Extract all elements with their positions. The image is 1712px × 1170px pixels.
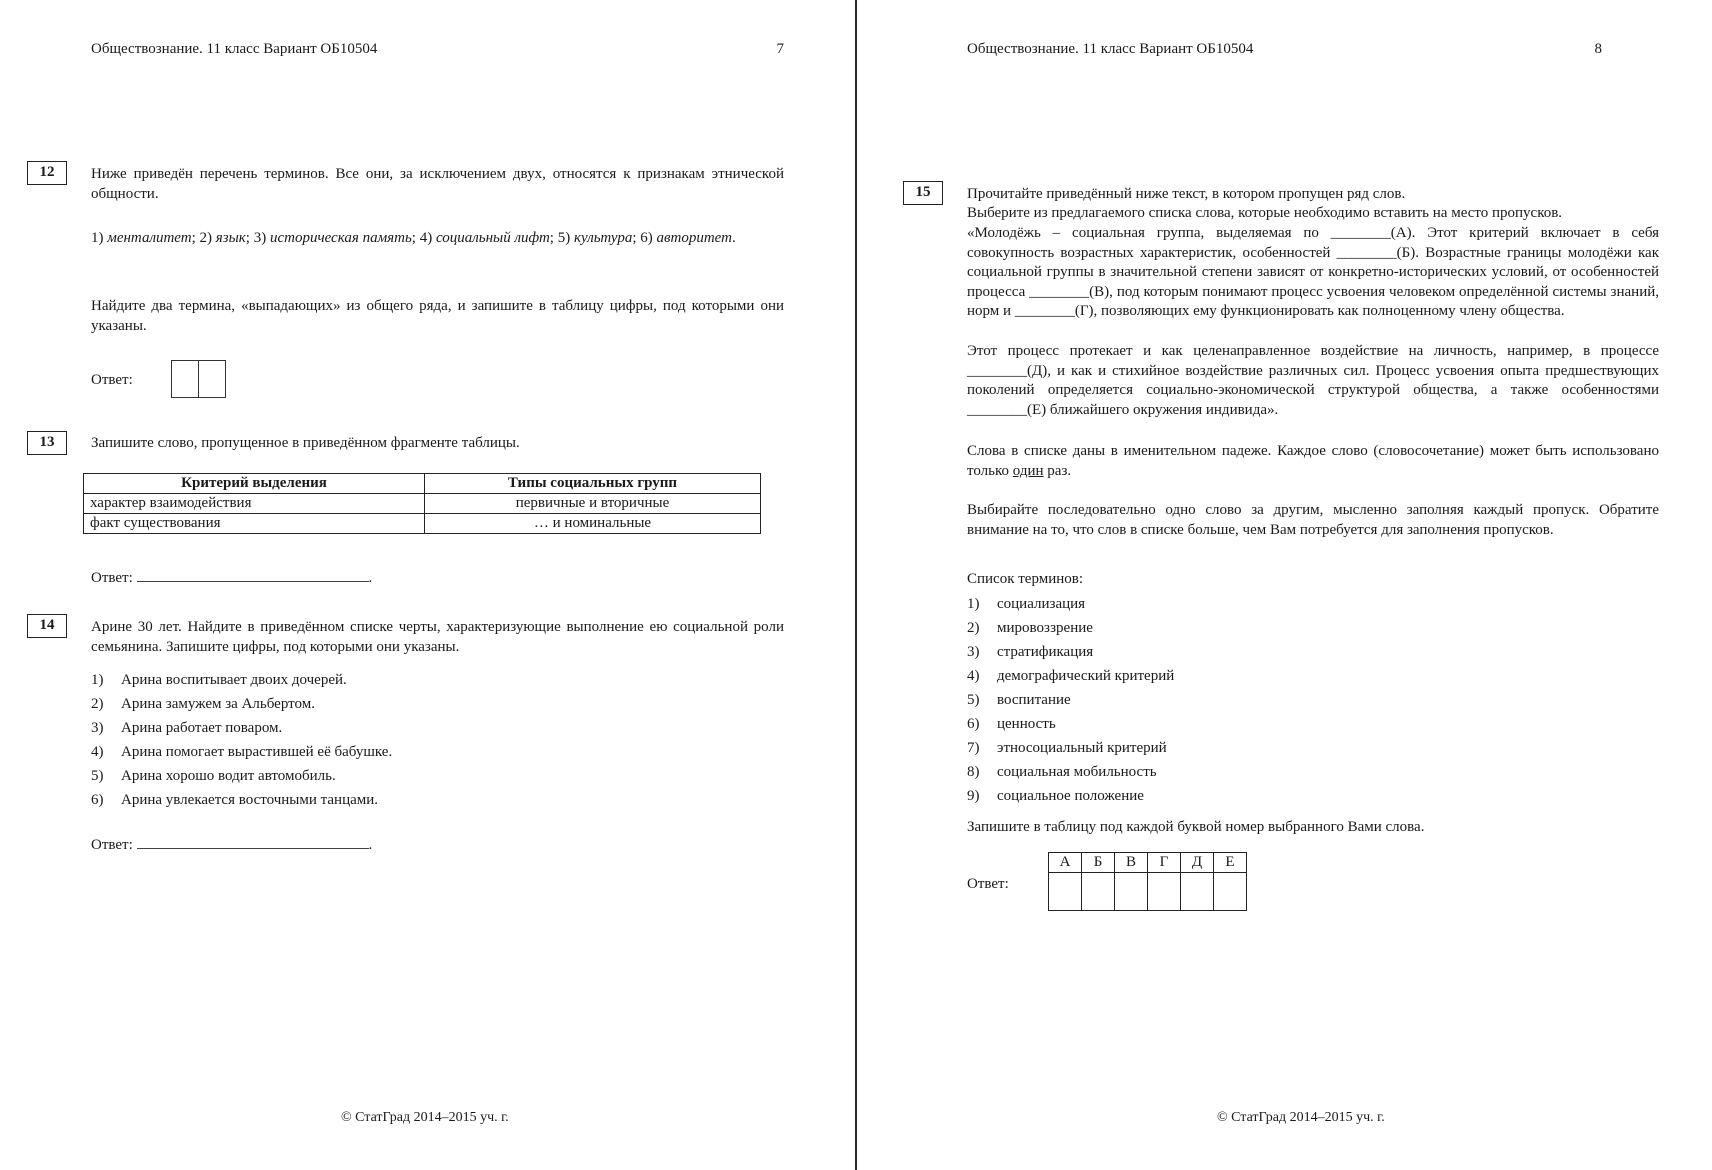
table-header: Критерий выделения bbox=[84, 474, 425, 494]
header-title: Обществознание. 11 класс Вариант ОБ10504 bbox=[91, 41, 378, 57]
letter-header: Д bbox=[1181, 853, 1214, 873]
question-number-13: 13 bbox=[27, 431, 67, 455]
list-item: 6) Арина увлекается восточными танцами. bbox=[91, 792, 379, 808]
page-left bbox=[0, 0, 855, 1170]
q13-answer-input[interactable] bbox=[137, 565, 369, 582]
q14-list bbox=[91, 670, 392, 814]
answer-cell[interactable] bbox=[198, 360, 226, 398]
q15-table-instruction: Запишите в таблицу под каждой буквой номер выбранного Вами слова. bbox=[967, 819, 1425, 835]
question-number-15: 15 bbox=[903, 181, 943, 205]
q14-answer: Ответ: . bbox=[91, 832, 372, 855]
list-item: 8) социальная мобильность bbox=[967, 764, 1157, 780]
page-right bbox=[857, 0, 1712, 1170]
q12-answer-label: Ответ: bbox=[91, 372, 133, 388]
q15-paragraph-1: «Молодёжь – социальная группа, выделяемая по ________(А). Этот критерий включает в себя совокупность возрастных характеристик, особенностей ________(Б). Возрастные границы молодёжи как социальной группы в значительной степени зависят от конкретно-исторических условий, от особенностей процесса ________(В), под которым понимают процесс усвоения человеком определённой системы знаний, норм и ________(Г), позволяющих ему функционировать как полноценному члену общества. bbox=[967, 225, 1659, 319]
list-item: 9) социальное положение bbox=[967, 788, 1144, 804]
page-number: 7 bbox=[776, 41, 784, 57]
list-item: 6) ценность bbox=[967, 716, 1056, 732]
table-cell: … и номинальные bbox=[425, 514, 761, 534]
q14-answer-label: Ответ: bbox=[91, 837, 133, 853]
table-header: Типы социальных групп bbox=[425, 474, 761, 494]
q12-answer-cells[interactable] bbox=[172, 360, 226, 398]
list-item: 3) Арина работает поваром. bbox=[91, 720, 283, 736]
q15-instructions: Выбирайте последовательно одно слово за другим, мысленно заполняя каждый пропуск. Обратите внимание на то, что слов в списке больше, чем Вам потребуется для заполнения пропусков. bbox=[967, 502, 1659, 538]
q12-intro: Ниже приведён перечень терминов. Все они, за исключением двух, относятся к признакам этнической общности. bbox=[91, 166, 784, 202]
q15-list-title: Список терминов: bbox=[967, 571, 1084, 587]
q15-line2: Выберите из предлагаемого списка слова, которые необходимо вставить на место пропусков. bbox=[967, 205, 1563, 221]
list-item: 4) демографический критерий bbox=[967, 668, 1175, 684]
list-item: 5) воспитание bbox=[967, 692, 1071, 708]
list-item: 4) Арина помогает вырастившей её бабушке. bbox=[91, 744, 393, 760]
answer-cell[interactable] bbox=[1148, 873, 1181, 911]
answer-cell[interactable] bbox=[1214, 873, 1247, 911]
letter-header: Б bbox=[1082, 853, 1115, 873]
letter-header: Г bbox=[1148, 853, 1181, 873]
q13-answer: Ответ: . bbox=[91, 565, 372, 588]
list-item: 2) мировоззрение bbox=[967, 620, 1093, 636]
list-item: 3) стратификация bbox=[967, 644, 1094, 660]
list-item: 7) этносоциальный критерий bbox=[967, 740, 1167, 756]
letter-header: А bbox=[1049, 853, 1082, 873]
q15-terms-list bbox=[967, 594, 1174, 810]
page-number: 8 bbox=[1594, 41, 1602, 57]
q14-intro: Арине 30 лет. Найдите в приведённом списке черты, характеризующие выполнение ею социальной роли семьянина. Запишите цифры, под которыми они указаны. bbox=[91, 619, 784, 655]
q13-table bbox=[83, 473, 761, 534]
answer-cell[interactable] bbox=[1115, 873, 1148, 911]
q15-paragraph-2: Этот процесс протекает и как целенаправленное воздействие на личность, например, в процессе ________(Д), и как и стихийное воздействие различных сил. Процесс усвоения опыта предшествующих поколений определяется социально-экономической структурой общества, а также особенностями ________(Е) ближайшего окружения индивида». bbox=[967, 343, 1659, 418]
q13-answer-label: Ответ: bbox=[91, 570, 133, 586]
page-footer: © СтатГрад 2014–2015 уч. г. bbox=[1217, 1110, 1385, 1125]
question-number-12: 12 bbox=[27, 161, 67, 185]
q15-answer-table bbox=[1048, 852, 1247, 911]
q14-answer-input[interactable] bbox=[137, 832, 369, 849]
q12-terms: 1) менталитет; 2) язык; 3) историческая память; 4) социальный лифт; 5) культура; 6) авторитет. bbox=[91, 230, 736, 246]
letter-header: Е bbox=[1214, 853, 1247, 873]
q12-task: Найдите два термина, «выпадающих» из общего ряда, и запишите в таблицу цифры, под которыми они указаны. bbox=[91, 298, 784, 334]
list-item: 1) социализация bbox=[967, 596, 1086, 612]
q15-note: Слова в списке даны в именительном падеже. Каждое слово (словосочетание) может быть использовано только один раз. bbox=[967, 443, 1659, 479]
q15-line1: Прочитайте приведённый ниже текст, в котором пропущен ряд слов. bbox=[967, 186, 1406, 202]
q15-answer-label: Ответ: bbox=[967, 876, 1009, 892]
question-number-14: 14 bbox=[27, 614, 67, 638]
table-cell: характер взаимодействия bbox=[84, 494, 425, 514]
answer-cell[interactable] bbox=[1049, 873, 1082, 911]
table-cell: первичные и вторичные bbox=[425, 494, 761, 514]
list-item: 2) Арина замужем за Альбертом. bbox=[91, 696, 315, 712]
list-item: 5) Арина хорошо водит автомобиль. bbox=[91, 768, 336, 784]
letter-header: В bbox=[1115, 853, 1148, 873]
list-item: 1) Арина воспитывает двоих дочерей. bbox=[91, 672, 347, 688]
table-cell: факт существования bbox=[84, 514, 425, 534]
answer-cell[interactable] bbox=[171, 360, 199, 398]
answer-cell[interactable] bbox=[1181, 873, 1214, 911]
q13-task: Запишите слово, пропущенное в приведённом фрагменте таблицы. bbox=[91, 435, 520, 451]
answer-cell[interactable] bbox=[1082, 873, 1115, 911]
header-title: Обществознание. 11 класс Вариант ОБ10504 bbox=[967, 41, 1254, 57]
page-footer: © СтатГрад 2014–2015 уч. г. bbox=[341, 1110, 509, 1125]
